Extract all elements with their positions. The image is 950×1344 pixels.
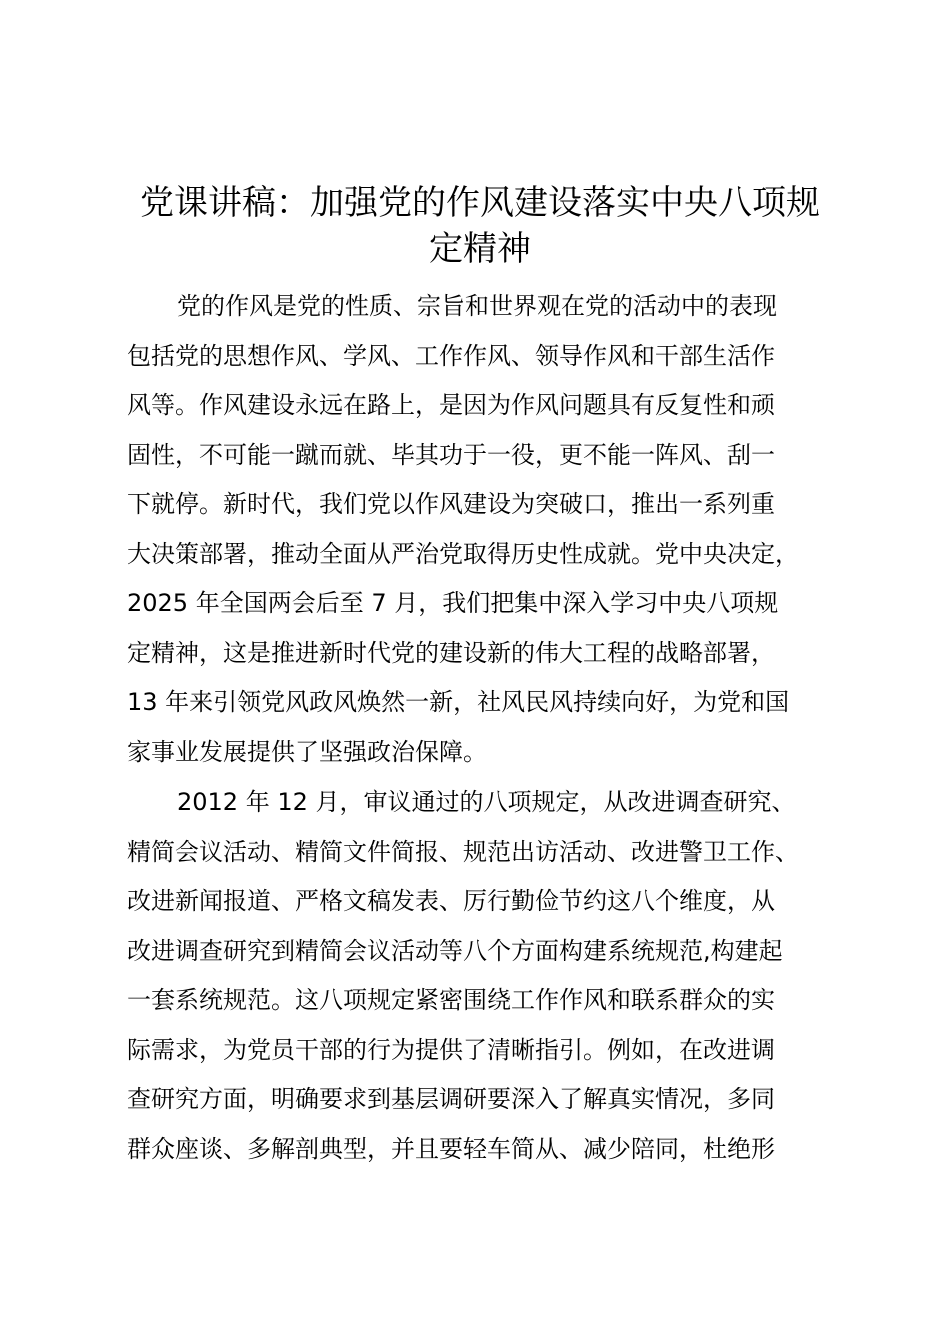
document-title	[110, 180, 850, 272]
paragraph-line: 包括党的思想作风、学风、工作作风、领导作风和干部生活作	[127, 341, 775, 370]
paragraph-line: 改进调查研究到精简会议活动等八个方面构建系统规范,构建起	[127, 936, 783, 965]
title-line: 党课讲稿：加强党的作风建设落实中央八项规	[140, 183, 820, 223]
paragraph-line: 际需求，为党员干部的行为提供了清晰指引。例如，在改进调	[127, 1035, 775, 1064]
paragraph-line: 一套系统规范。这八项规定紧密围绕工作作风和联系群众的实	[127, 986, 775, 1014]
body-paragraph	[127, 778, 867, 1174]
title-line: 定精神	[429, 229, 531, 269]
paragraph-line: 大决策部署，推动全面从严治党取得历史性成就。党中央决定，	[127, 539, 799, 568]
paragraph-line: 2025 年全国两会后至 7 月，我们把集中深入学习中央八项规	[127, 589, 779, 617]
paragraph-line: 下就停。新时代，我们党以作风建设为突破口，推出一系列重	[127, 490, 775, 518]
paragraph-line: 党的作风是党的性质、宗旨和世界观在党的活动中的表现	[177, 292, 777, 320]
paragraph-line: 2012 年 12 月，审议通过的八项规定，从改进调查研究、	[177, 788, 796, 816]
paragraph-line: 改进新闻报道、严格文稿发表、厉行勤俭节约这八个维度，从	[127, 887, 775, 915]
paragraph-line: 群众座谈、多解剖典型，并且要轻车简从、减少陪同，杜绝形	[127, 1134, 775, 1163]
paragraph-line: 查研究方面，明确要求到基层调研要深入了解真实情况，多同	[127, 1085, 775, 1113]
paragraph-line: 精简会议活动、精简文件简报、规范出访活动、改进警卫工作、	[127, 837, 799, 866]
paragraph-line: 定精神，这是推进新时代党的建设新的伟大工程的战略部署，	[127, 638, 775, 667]
paragraph-line: 固性，不可能一蹴而就、毕其功于一役，更不能一阵风、刮一	[127, 440, 775, 469]
body-paragraph	[127, 282, 867, 777]
paragraph-line: 家事业发展提供了坚强政治保障。	[127, 737, 487, 766]
paragraph-line: 风等。作风建设永远在路上，是因为作风问题具有反复性和顽	[127, 391, 775, 419]
paragraph-line: 13 年来引领党风政风焕然一新，社风民风持续向好，为党和国	[127, 688, 790, 716]
